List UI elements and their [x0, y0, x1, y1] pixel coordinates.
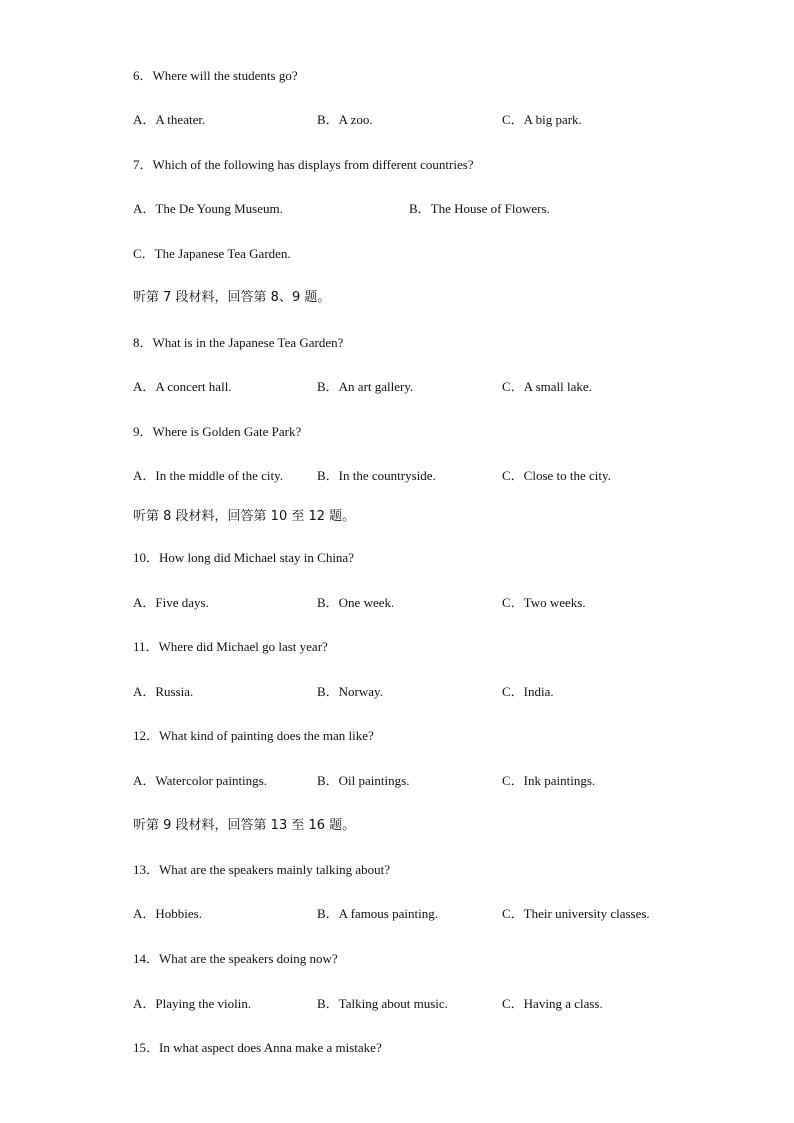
question-12-option-c: C．Ink paintings. — [502, 773, 596, 788]
question-10-option-b: B．One week. — [317, 595, 395, 610]
question-14-stem: 14．What are the speakers doing now? — [133, 951, 338, 966]
question-8-option-a: A．A concert hall. — [133, 379, 232, 394]
question-10-option-a: A．Five days. — [133, 595, 209, 610]
question-7-option-c: C．The Japanese Tea Garden. — [133, 246, 291, 261]
question-10-stem: 10．How long did Michael stay in China? — [133, 550, 354, 565]
question-8-option-b: B．An art gallery. — [317, 379, 414, 394]
question-6-option-b: B．A zoo. — [317, 112, 373, 127]
question-6-option-c: C．A big park. — [502, 112, 582, 127]
question-11-option-b: B．Norway. — [317, 684, 383, 699]
section-8-instruction: 听第 8 段材料，回答第 10 至 12 题。 — [133, 509, 356, 524]
question-13-stem: 13．What are the speakers mainly talking about? — [133, 862, 391, 877]
question-13-option-a: A．Hobbies. — [133, 906, 202, 921]
question-9-option-c: C．Close to the city. — [502, 468, 611, 483]
question-15-stem: 15．In what aspect does Anna make a mistake? — [133, 1040, 382, 1055]
question-9-stem: 9．Where is Golden Gate Park? — [133, 424, 302, 439]
question-8-stem: 8．What is in the Japanese Tea Garden? — [133, 335, 344, 350]
question-9-option-a: A．In the middle of the city. — [133, 468, 284, 483]
question-14-option-b: B．Talking about music. — [317, 996, 448, 1011]
section-9-instruction: 听第 9 段材料，回答第 13 至 16 题。 — [133, 818, 356, 833]
question-9-option-b: B．In the countryside. — [317, 468, 436, 483]
question-7-stem: 7．Which of the following has displays from different countries? — [133, 157, 474, 172]
question-13-option-c: C．Their university classes. — [502, 906, 650, 921]
question-12-option-a: A．Watercolor paintings. — [133, 773, 267, 788]
question-11-stem: 11．Where did Michael go last year? — [133, 639, 328, 654]
question-13-option-b: B．A famous painting. — [317, 906, 438, 921]
question-8-option-c: C．A small lake. — [502, 379, 592, 394]
question-11-option-a: A．Russia. — [133, 684, 194, 699]
section-7-instruction: 听第 7 段材料，回答第 8、9 题。 — [133, 290, 331, 305]
question-12-stem: 12．What kind of painting does the man like? — [133, 728, 374, 743]
question-6-option-a: A．A theater. — [133, 112, 206, 127]
question-7-option-a: A．The De Young Museum. — [133, 201, 283, 216]
question-14-option-c: C．Having a class. — [502, 996, 603, 1011]
question-10-option-c: C．Two weeks. — [502, 595, 586, 610]
question-6-stem: 6．Where will the students go? — [133, 68, 298, 83]
question-12-option-b: B．Oil paintings. — [317, 773, 410, 788]
question-14-option-a: A．Playing the violin. — [133, 996, 252, 1011]
question-11-option-c: C．India. — [502, 684, 554, 699]
question-7-option-b: B．The House of Flowers. — [409, 201, 550, 216]
